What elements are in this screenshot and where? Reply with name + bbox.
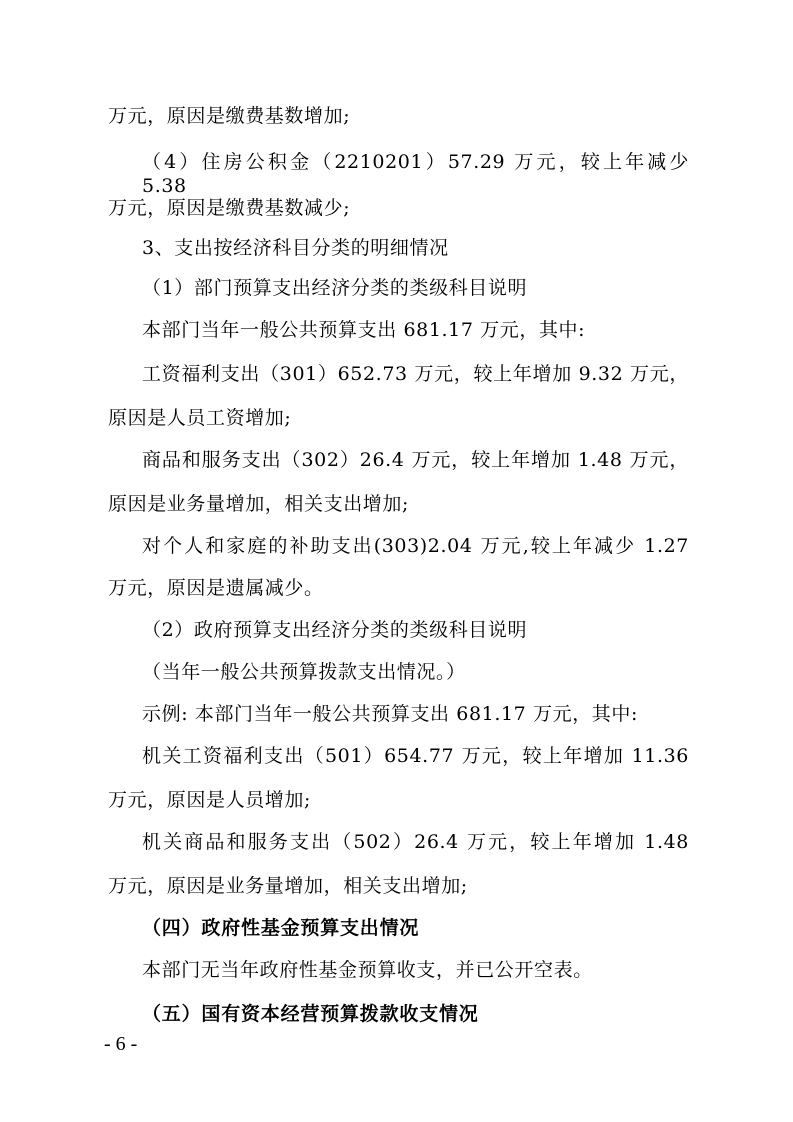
paragraph-line: 万元，原因是业务量增加，相关支出增加;: [108, 875, 468, 897]
subsection-heading: （2）政府预算支出经济分类的类级科目说明: [142, 619, 528, 641]
section-heading: 3、支出按经济科目分类的明细情况: [142, 237, 449, 259]
paragraph-line: 对个人和家庭的补助支出(303)2.04 万元,较上年减少 1.27: [142, 535, 689, 557]
paragraph-line: 万元，原因是人员增加;: [108, 789, 312, 811]
section-heading: （四）政府性基金预算支出情况: [142, 917, 420, 939]
section-heading: （五）国有资本经营预算拨款收支情况: [142, 1003, 479, 1025]
paragraph-line: 商品和服务支出（302）26.4 万元，较上年增加 1.48 万元，: [142, 449, 689, 471]
paragraph-line: 万元，原因是遗属减少。: [108, 577, 324, 599]
paragraph-line: 原因是人员工资增加;: [108, 407, 292, 429]
paragraph-line: 万元，原因是缴费基数减少;: [108, 197, 351, 219]
paragraph-line: （4）住房公积金（2210201）57.29 万元，较上年减少 5.38: [142, 151, 689, 197]
paragraph-line: 本部门当年一般公共预算支出 681.17 万元，其中:: [142, 319, 586, 341]
page-number: - 6 -: [104, 1033, 138, 1055]
subsection-heading: （1）部门预算支出经济分类的类级科目说明: [142, 277, 528, 299]
paragraph-line: 本部门无当年政府性基金预算收支，并已公开空表。: [142, 959, 593, 981]
paragraph-line: （当年一般公共预算拨款支出情况。）: [142, 661, 466, 683]
paragraph-line: 机关商品和服务支出（502）26.4 万元，较上年增加 1.48: [142, 831, 689, 853]
paragraph-line: 万元，原因是缴费基数增加;: [108, 105, 351, 127]
paragraph-line: 机关工资福利支出（501）654.77 万元，较上年增加 11.36: [142, 745, 689, 767]
paragraph-line: 原因是业务量增加，相关支出增加;: [108, 493, 410, 515]
paragraph-line: 示例: 本部门当年一般公共预算支出 681.17 万元，其中:: [142, 703, 639, 725]
paragraph-line: 工资福利支出（301）652.73 万元，较上年增加 9.32 万元，: [142, 363, 689, 385]
